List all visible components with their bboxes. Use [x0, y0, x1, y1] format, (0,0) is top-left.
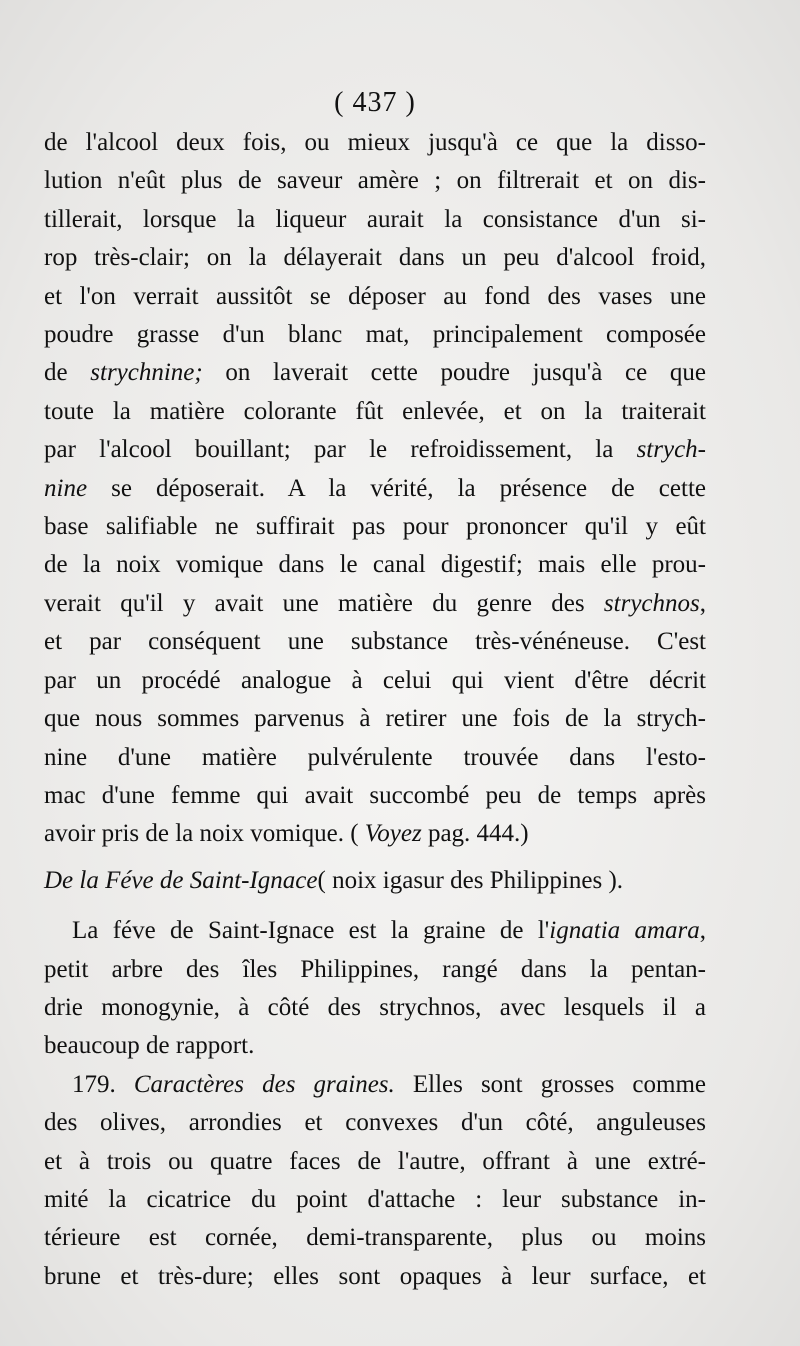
paragraph-feve-saint-ignace — [44, 912, 706, 1066]
text-segment: par l'alcool bouillant; par le refroidissement, la — [44, 436, 637, 464]
text-segment: avoir pris de la noix vomique. ( — [44, 820, 365, 848]
text-line: par un procédé analogue à celui qui vient d'être décrit — [44, 666, 706, 694]
text-line: mac d'une femme qui avait succombé peu de temps après — [44, 781, 706, 809]
text-line — [44, 431, 706, 469]
text-line: base salifiable ne suffirait pas pour prononcer qu'il y eût — [44, 513, 706, 541]
text-line — [44, 815, 706, 853]
text-segment: de — [44, 359, 91, 387]
text-segment: , — [699, 917, 706, 945]
text-segment: on laverait cette poudre jusqu'à ce que — [202, 359, 706, 387]
section-title-italic: De la Féve de Saint-Ignace — [44, 866, 318, 894]
text-line: petit arbre des îles Philippines, rangé dans la pentan- — [44, 955, 706, 983]
text-line: beaucoup de rapport. — [44, 1032, 255, 1060]
text-line: et à trois ou quatre faces de l'autre, offrant à une extré- — [44, 1147, 706, 1175]
text-line — [44, 354, 706, 392]
text-line: poudre grasse d'un blanc mat, principalement composée — [44, 321, 706, 349]
text-line: et par conséquent une substance très-vénéneuse. C'est — [44, 628, 706, 656]
text-line — [44, 470, 706, 508]
paragraph-caracteres-graines — [44, 1066, 706, 1296]
text-line: rop très-clair; on la délayerait dans un peu d'alcool froid, — [44, 244, 706, 272]
text-line: mité la cicatrice du point d'attache : leur substance in- — [44, 1185, 706, 1213]
italic-segment: Voyez — [364, 820, 422, 848]
italic-segment: strych- — [636, 436, 706, 464]
text-line — [44, 585, 706, 623]
italic-segment: ignatia amara — [549, 917, 700, 945]
book-page — [44, 82, 706, 1322]
text-segment: 179. — [72, 1070, 134, 1098]
text-segment: se déposerait. A la vérité, la présence de cette — [87, 474, 706, 502]
italic-segment: Caractères des graines. — [133, 1070, 395, 1098]
page-number: ( 437 ) — [334, 87, 416, 118]
text-segment: pag. 444.) — [421, 820, 529, 848]
text-line: nine d'une matière pulvérulente trouvée dans l'esto- — [44, 743, 706, 771]
text-line — [44, 1066, 706, 1104]
italic-segment: nine — [44, 474, 88, 502]
text-segment: , — [699, 589, 706, 617]
section-title — [44, 862, 706, 900]
text-line: lution n'eût plus de saveur amère ; on filtrerait et on dis- — [44, 167, 706, 195]
text-line: térieure est cornée, demi-transparente, plus ou moins — [44, 1224, 706, 1252]
text-line: de la noix vomique dans le canal digestif; mais elle prou- — [44, 551, 706, 579]
text-line: des olives, arrondies et convexes d'un côté, anguleuses — [44, 1109, 706, 1137]
text-segment: Elles sont grosses comme — [394, 1070, 707, 1098]
italic-segment: strychnine; — [90, 359, 203, 387]
text-segment: verait qu'il y avait une matière du genre des — [44, 589, 604, 617]
text-line: tillerait, lorsque la liqueur aurait la consistance d'un si- — [44, 205, 706, 233]
text-line: toute la matière colorante fût enlevée, et on la traiterait — [44, 397, 706, 425]
text-segment: La féve de Saint-Ignace est la graine de l' — [72, 917, 550, 945]
text-line: drie monogynie, à côté des strychnos, avec lesquels il a — [44, 993, 706, 1021]
text-line: que nous sommes parvenus à retirer une fois de la strych- — [44, 705, 706, 733]
paragraph-strychnine-extraction — [44, 124, 706, 854]
text-line: de l'alcool deux fois, ou mieux jusqu'à ce que la disso- — [44, 129, 706, 156]
text-line: brune et très-dure; elles sont opaques à leur surface, et — [44, 1262, 706, 1290]
text-line: et l'on verrait aussitôt se déposer au fond des vases une — [44, 282, 706, 310]
text-line — [44, 912, 706, 950]
italic-segment: strychnos — [603, 589, 700, 617]
section-title-rest: ( noix igasur des Philippines ). — [317, 866, 624, 894]
